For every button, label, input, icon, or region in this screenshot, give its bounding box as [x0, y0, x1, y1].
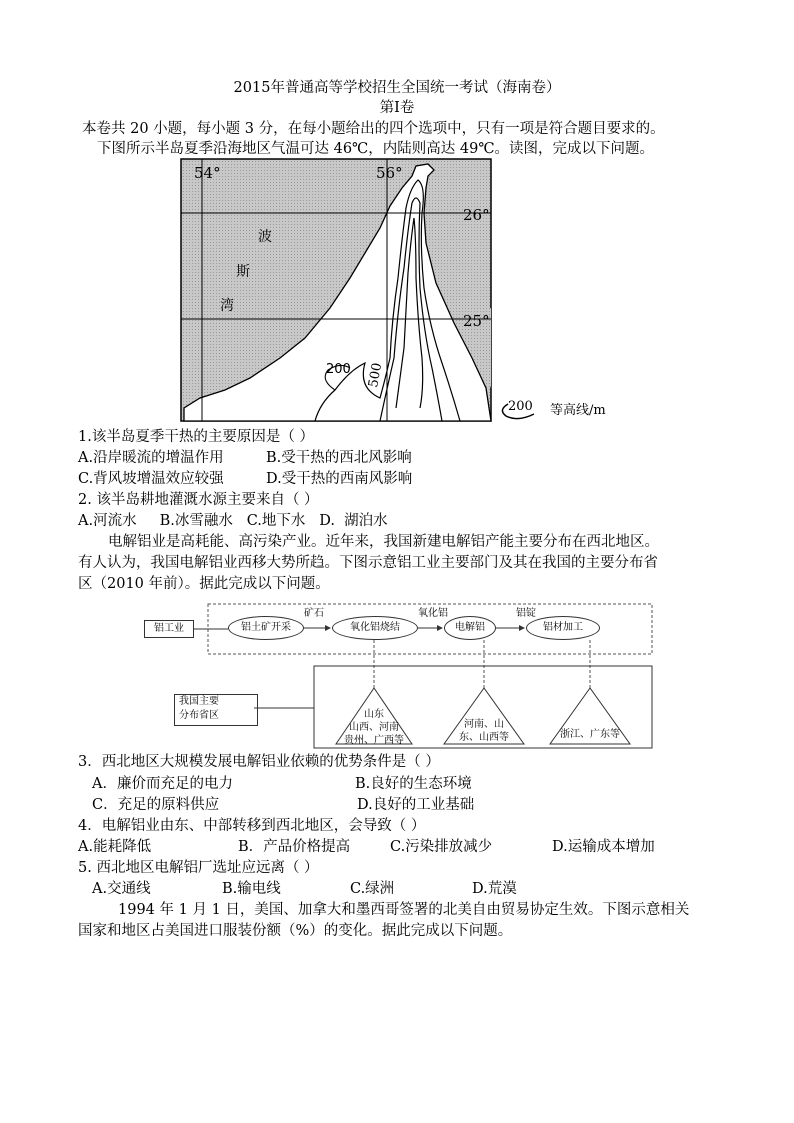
q5-option-d[interactable]: D.荒漠 — [472, 881, 517, 897]
sea-label-3: 湾 — [220, 298, 234, 314]
context-peninsula: 下图所示半岛夏季沿海地区气温可达 46℃，内陆则高达 49℃。读图，完成以下问题。 — [97, 141, 655, 157]
q3-option-b[interactable]: B.良好的生态环境 — [355, 776, 472, 792]
step-mining: 铝土矿开采 — [228, 616, 304, 640]
context-aluminium-line1: 电解铝业是高耗能、高污染产业。近年来，我国新建电解铝产能主要分布在西北地区。 — [108, 534, 659, 550]
q4-option-d[interactable]: D.运输成本增加 — [552, 839, 655, 855]
link-alumina: 氧化铝 — [418, 608, 448, 619]
sea-label-2: 斯 — [236, 264, 250, 280]
link-ingot: 铝锭 — [516, 608, 536, 619]
label-lat-26: 26° — [463, 206, 490, 224]
q2-options[interactable]: A.河流水 B.冰雪融水 C.地下水 D. 湖泊水 — [78, 513, 388, 529]
q5-stem: 5. 西北地区电解铝厂选址应远离（ ） — [78, 860, 319, 876]
q5-option-b[interactable]: B.输电线 — [222, 881, 281, 897]
legend-value: 200 — [508, 399, 533, 414]
label-lat-25: 25° — [463, 312, 490, 330]
context-aluminium-line3: 区（2010 年前）。据此完成以下问题。 — [78, 576, 330, 592]
step-alumina: 氧化铝烧结 — [332, 616, 418, 640]
q4-option-b[interactable]: B．产品价格提高 — [238, 839, 351, 855]
q1-stem: 1.该半岛夏季干热的主要原因是（ ） — [78, 429, 314, 445]
volume-title: 第Ⅰ卷 — [379, 100, 415, 116]
aluminium-flowchart — [140, 600, 660, 750]
q2-stem: 2. 该半岛耕地灌溉水源主要来自（ ） — [78, 492, 319, 508]
label-lon-56: 56° — [376, 164, 403, 182]
label-lon-54: 54° — [194, 164, 221, 182]
q1-option-c[interactable]: C.背风坡增温效应较强 — [78, 471, 224, 487]
q3-stem: 3．西北地区大规模发展电解铝业依赖的优势条件是（ ） — [78, 754, 440, 770]
tri1-provinces: 山东 山西、河南 贵州、广西等 — [344, 709, 404, 746]
q4-option-a[interactable]: A.能耗降低 — [78, 839, 152, 855]
q1-option-b[interactable]: B.受干热的西北风影响 — [266, 450, 412, 466]
q4-option-c[interactable]: C.污染排放减少 — [390, 839, 493, 855]
context-nafta-line1: 1994 年 1 月 1 日，美国、加拿大和墨西哥签署的北美自由贸易协定生效。下图示意相关 — [118, 902, 690, 918]
exam-title: 2015年普通高等学校招生全国统一考试（海南卷） — [233, 80, 561, 96]
step-processing: 铝材加工 — [526, 616, 600, 640]
q3-option-d[interactable]: D.良好的工业基础 — [357, 797, 475, 813]
context-aluminium-line2: 有人认为，我国电解铝业西移大势所趋。下图示意铝工业主要部门及其在我国的主要分布省 — [78, 555, 658, 571]
q1-option-d[interactable]: D.受干热的西南风影响 — [266, 471, 413, 487]
region-label-line1: 我国主要 — [179, 696, 219, 707]
q4-stem: 4．电解铝业由东、中部转移到西北地区，会导致（ ） — [78, 818, 426, 834]
q1-option-a[interactable]: A.沿岸暖流的增温作用 — [78, 450, 224, 466]
legend-label: 等高线/m — [550, 403, 606, 418]
region-label-line2: 分布省区 — [179, 710, 219, 721]
step-electrolytic: 电解铝 — [444, 616, 496, 640]
tri3-provinces: 浙江、广东等 — [560, 729, 620, 740]
q5-option-a[interactable]: A.交通线 — [92, 881, 151, 897]
context-nafta-line2: 国家和地区占美国进口服装份额（%）的变化。据此完成以下问题。 — [78, 923, 513, 939]
contour-label-500: 500 — [366, 361, 386, 389]
q3-option-c[interactable]: C．充足的原料供应 — [92, 797, 220, 813]
instructions: 本卷共 20 小题，每小题 3 分，在每小题给出的四个选项中，只有一项是符合题目要求的。 — [82, 121, 665, 137]
q3-option-a[interactable]: A．廉价而充足的电力 — [92, 776, 233, 792]
peninsula-contour-map — [180, 158, 660, 424]
industry-box: 铝工业 — [144, 620, 194, 638]
region-label-box — [174, 694, 258, 726]
q5-option-c[interactable]: C.绿洲 — [350, 881, 395, 897]
link-ore: 矿石 — [304, 608, 324, 619]
contour-label-200: 200 — [326, 362, 351, 377]
tri2-provinces: 河南、山 东、山西等 — [459, 719, 509, 743]
sea-label-1: 波 — [258, 229, 272, 245]
